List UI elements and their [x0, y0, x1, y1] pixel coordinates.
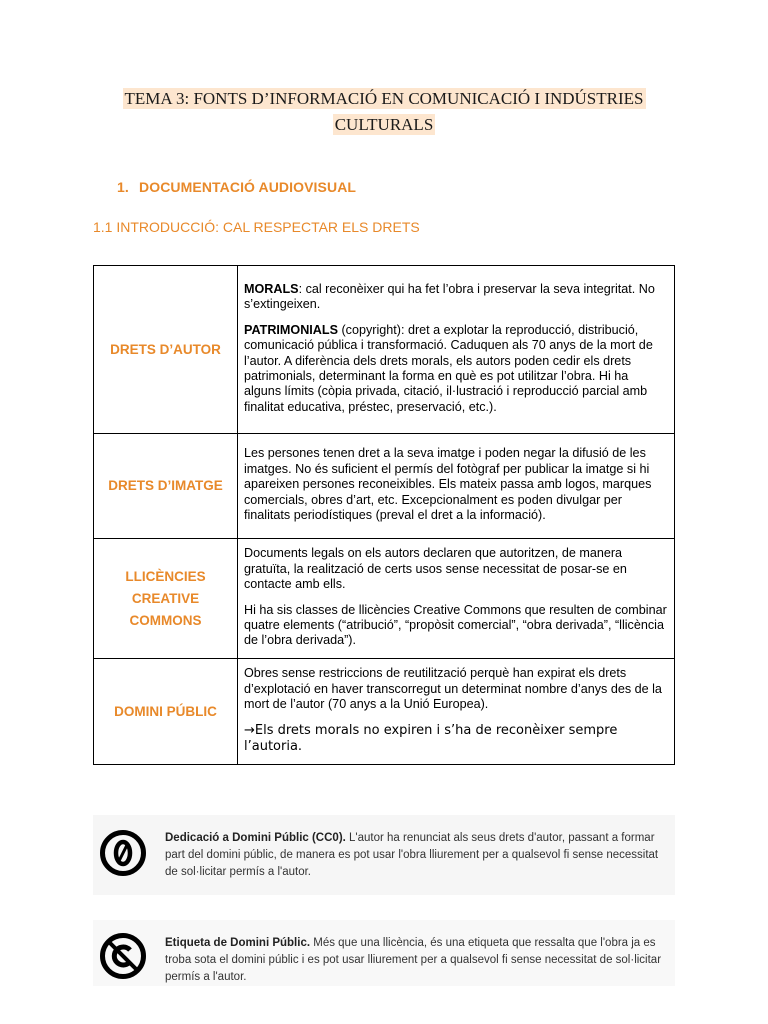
row-content [238, 266, 675, 434]
label-line: COMMONS [129, 612, 202, 628]
public-domain-mark-icon [99, 932, 147, 980]
section-label: DOCUMENTACIÓ AUDIOVISUAL [139, 179, 357, 195]
row-label: DRETS D’AUTOR [94, 266, 238, 434]
license-text: Més que una llicència, és una etiqueta que ressalta que l'obra ja es troba sota el domini públic i es pot usar lliurement per a qualsevol fi sense necessitat de sol·licitar permís a l'autor. [165, 937, 662, 983]
table-row [94, 434, 675, 539]
section-heading [117, 179, 356, 195]
table-row [94, 659, 675, 765]
label-line: CREATIVE [131, 590, 200, 606]
license-cc0 [93, 815, 675, 895]
row-content [238, 434, 675, 539]
bold-term: MORALS [244, 281, 299, 296]
cc0-icon [99, 829, 147, 877]
row-content [238, 659, 675, 765]
title-line-1: TEMA 3: FONTS D’INFORMACIÓ EN COMUNICACIÓ I INDÚSTRIES [124, 89, 644, 108]
license-text: L'autor ha renunciat als seus drets d'autor, passant a formar part del domini públic, de manera es pot usar l'obra lliurement per a qualsevol fi sense necessitat de sol·licitar permís a l'autor. [165, 832, 659, 878]
table-row [94, 539, 675, 659]
license-name: Dedicació a Domini Públic (CC0). [165, 832, 346, 844]
license-description [165, 935, 665, 986]
row-label [94, 539, 238, 659]
note-paragraph: →Els drets morals no expiren i s’ha de reconèixer sempre l’autoria. [244, 722, 618, 754]
paragraph: Obres sense restriccions de reutilització perquè han expirat els drets d’explotació en haver transcorregut un determinat nombre d’anys des de la mort de l’autor (70 anys a la Unió Europea). [244, 666, 662, 712]
paragraph: Hi ha sis classes de llicències Creative Commons que resulten de combinar quatre elements (“atribució”, “propòsit comercial”, “obra derivada”, “llicència de l’obra derivada”). [244, 602, 667, 648]
row-content [238, 539, 675, 659]
label-line: LLICÈNCIES [125, 568, 206, 584]
row-label: DOMINI PÚBLIC [94, 659, 238, 765]
table-row [94, 266, 675, 434]
row-label: DRETS D’IMATGE [94, 434, 238, 539]
paragraph [244, 323, 668, 415]
paragraph: Les persones tenen dret a la seva imatge i poden negar la difusió de les imatges. No és suficient el permís del fotògraf per publicar la imatge si hi apareixen persones reconeixibles. Els mateix passa amb logos, marques comercials, obres d’art, etc. Excepcionalment es poden divulgar per finalitats periodístiques (preval el dret a la informació). [244, 446, 652, 523]
paragraph: Documents legals on els autors declaren que autoritzen, de manera gratuïta, la realització de certs usos sense necessitat de posar-se en contacte amb ells. [244, 546, 627, 592]
paragraph [244, 282, 668, 313]
license-name: Etiqueta de Domini Públic. [165, 937, 311, 949]
paragraph-text: (copyright): dret a explotar la reproducció, distribució, comunicació pública i transformació. Caduquen als 70 anys de la mort de l’autor. A diferència dels drets morals, els autors poden cedir els drets patrimonials, determinant la forma en què es pot utilitzar l’obra. Hi ha alguns límits (còpia privada, citació, il·lustració i reproducció parcial amb finalitat educativa, préstec, preservació, etc.). [244, 322, 653, 414]
license-public-domain-mark [93, 920, 675, 986]
bold-term: PATRIMONIALS [244, 322, 338, 337]
license-description [165, 830, 665, 881]
paragraph-text: : cal reconèixer qui ha fet l’obra i preservar la seva integritat. No s’extingeixen. [244, 281, 655, 312]
subsection-heading: 1.1 INTRODUCCIÓ: CAL RESPECTAR ELS DRETS [93, 219, 420, 235]
section-number: 1. [117, 179, 129, 195]
page-title [100, 86, 668, 138]
rights-table [93, 265, 675, 765]
title-line-2: CULTURALS [334, 115, 434, 134]
